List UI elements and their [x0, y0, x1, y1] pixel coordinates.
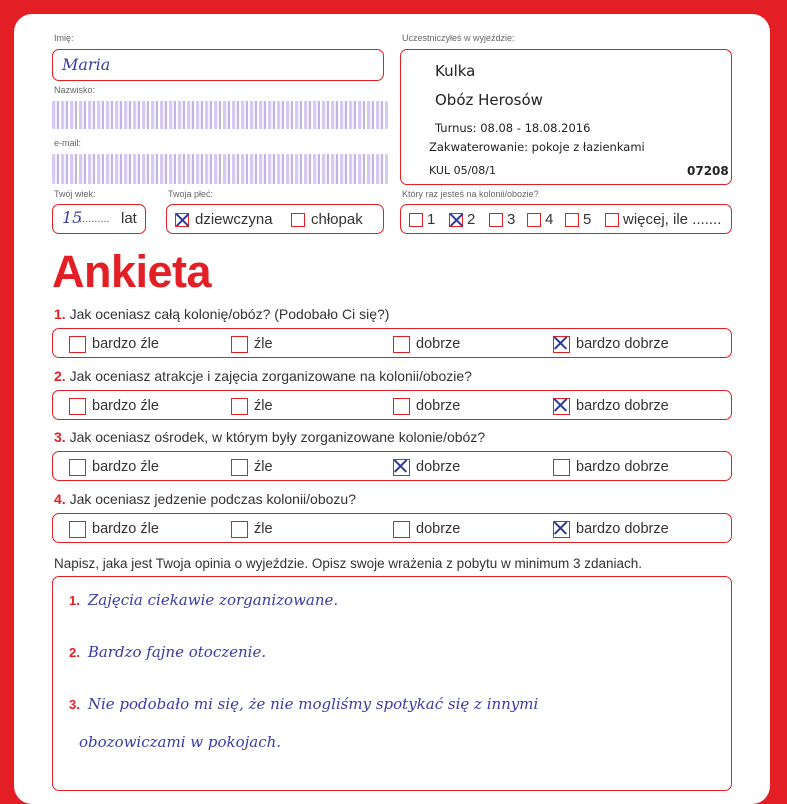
question-number: 4.: [54, 491, 66, 507]
answer-checkbox[interactable]: [231, 459, 248, 476]
answer-checkbox[interactable]: [393, 521, 410, 538]
wiek-field[interactable]: [52, 204, 146, 234]
ktory-raz-option-4[interactable]: [527, 211, 553, 228]
checkbox-ktory-raz-1[interactable]: [409, 213, 423, 227]
answer-option[interactable]: [553, 391, 669, 421]
survey-sheet: [14, 14, 770, 804]
answer-option[interactable]: [231, 514, 273, 544]
ktory-raz-option-label: 2: [467, 211, 476, 228]
question-text: Jak oceniasz ośrodek, w którym były zorganizowane kolonie/obóz?: [69, 429, 486, 445]
opinion-text-3: Nie podobało mi się, że nie mogliśmy spotykać się z innymi: [87, 695, 539, 713]
checkbox-ktory-raz-6[interactable]: [605, 213, 619, 227]
answer-label: źle: [254, 398, 273, 414]
checkbox-ktory-raz-3[interactable]: [489, 213, 503, 227]
answer-option[interactable]: [69, 452, 159, 482]
wiek-value: 15: [62, 208, 83, 227]
opinion-line-3: [69, 695, 538, 713]
wiek-dots: ..........: [79, 213, 110, 225]
plec-field: [166, 204, 384, 234]
answer-option[interactable]: [393, 391, 460, 421]
checkbox-dziewczyna[interactable]: [175, 213, 189, 227]
answer-checkbox[interactable]: [69, 459, 86, 476]
answer-label: bardzo dobrze: [576, 459, 669, 475]
opinion-text-2: Bardzo fajne otoczenie.: [87, 643, 267, 661]
checkbox-ktory-raz-2[interactable]: [449, 213, 463, 227]
question-3: [54, 429, 485, 445]
plec-chlopak-label: chłopak: [311, 211, 363, 228]
question-3-answers: [52, 451, 732, 481]
answer-label: bardzo źle: [92, 521, 159, 537]
opinion-line-2: [69, 643, 266, 661]
answer-option[interactable]: [231, 452, 273, 482]
nazwisko-label: Nazwisko:: [54, 85, 96, 95]
uczestnik-label: Uczestniczyłeś w wyjeździe:: [402, 33, 515, 43]
trip-code: KUL 05/08/1: [429, 164, 496, 177]
opinion-text-1: Zajęcia ciekawie zorganizowane.: [87, 591, 339, 609]
answer-label: bardzo dobrze: [576, 521, 669, 537]
answer-checkbox[interactable]: [69, 398, 86, 415]
question-4-answers: [52, 513, 732, 543]
opinion-prompt: Napisz, jaka jest Twoja opinia o wyjeździe. Opisz swoje wrażenia z pobytu w minimum 3 zdaniach.: [54, 556, 643, 571]
email-redacted: [52, 154, 388, 184]
answer-checkbox[interactable]: [393, 398, 410, 415]
survey-title: Ankieta: [52, 246, 212, 297]
question-2: [54, 368, 472, 384]
ktory-raz-option-3[interactable]: [489, 211, 515, 228]
email-label: e-mail:: [54, 138, 82, 148]
answer-label: źle: [254, 521, 273, 537]
trip-info-box: [400, 49, 732, 185]
question-text: Jak oceniasz całą kolonię/obóz? (Podobało Ci się?): [69, 306, 390, 322]
answer-label: bardzo źle: [92, 336, 159, 352]
ktory-raz-label: Który raz jesteś na kolonii/obozie?: [402, 189, 539, 199]
answer-checkbox[interactable]: [553, 398, 570, 415]
answer-option[interactable]: [553, 514, 669, 544]
ktory-raz-option-2[interactable]: [449, 211, 475, 228]
answer-checkbox[interactable]: [393, 459, 410, 476]
opinion-num-2: 2.: [69, 645, 80, 660]
answer-label: bardzo dobrze: [576, 336, 669, 352]
opinion-box[interactable]: [52, 576, 732, 791]
answer-checkbox[interactable]: [69, 521, 86, 538]
answer-option[interactable]: [69, 329, 159, 359]
opinion-line-4: obozowiczami w pokojach.: [79, 733, 282, 751]
ktory-raz-option-label: 1: [427, 211, 436, 228]
answer-label: bardzo dobrze: [576, 398, 669, 414]
answer-checkbox[interactable]: [231, 398, 248, 415]
imie-label: Imię:: [54, 33, 74, 43]
answer-checkbox[interactable]: [553, 459, 570, 476]
ktory-raz-option-6[interactable]: [605, 211, 721, 228]
checkbox-ktory-raz-4[interactable]: [527, 213, 541, 227]
question-1: [54, 306, 389, 322]
answer-option[interactable]: [393, 329, 460, 359]
answer-label: dobrze: [416, 521, 461, 537]
answer-checkbox[interactable]: [231, 521, 248, 538]
answer-option[interactable]: [393, 514, 460, 544]
plec-dziewczyna[interactable]: [175, 211, 273, 228]
answer-label: dobrze: [416, 398, 461, 414]
answer-option[interactable]: [231, 391, 273, 421]
question-number: 2.: [54, 368, 66, 384]
ktory-raz-option-label: 3: [507, 211, 516, 228]
trip-camp: Obóz Herosów: [435, 91, 543, 109]
answer-checkbox[interactable]: [231, 336, 248, 353]
trip-name: Kulka: [435, 62, 476, 80]
opinion-num-3: 3.: [69, 697, 80, 712]
checkbox-ktory-raz-5[interactable]: [565, 213, 579, 227]
answer-checkbox[interactable]: [69, 336, 86, 353]
question-4: [54, 491, 356, 507]
ktory-raz-field: [400, 204, 732, 234]
imie-value: Maria: [62, 55, 111, 74]
ktory-raz-option-1[interactable]: [409, 211, 435, 228]
imie-field[interactable]: [52, 49, 384, 81]
answer-label: źle: [254, 459, 273, 475]
answer-label: dobrze: [416, 336, 461, 352]
answer-label: bardzo źle: [92, 459, 159, 475]
plec-chlopak[interactable]: [291, 211, 363, 228]
trip-zakwaterowanie: Zakwaterowanie: pokoje z łazienkami: [429, 140, 645, 154]
ktory-raz-option-5[interactable]: [565, 211, 591, 228]
opinion-line-1: [69, 591, 338, 609]
wiek-unit: lat: [121, 210, 137, 227]
answer-option[interactable]: [393, 452, 460, 482]
answer-checkbox[interactable]: [553, 336, 570, 353]
question-number: 3.: [54, 429, 66, 445]
answer-label: źle: [254, 336, 273, 352]
ktory-raz-option-label: 4: [545, 211, 554, 228]
answer-checkbox[interactable]: [393, 336, 410, 353]
opinion-num-1: 1.: [69, 593, 80, 608]
question-2-answers: [52, 390, 732, 420]
plec-label: Twoja płeć:: [168, 189, 214, 199]
nazwisko-redacted: [52, 101, 388, 129]
trip-turnus: Turnus: 08.08 - 18.08.2016: [435, 121, 591, 135]
question-number: 1.: [54, 306, 66, 322]
answer-label: bardzo źle: [92, 398, 159, 414]
answer-option[interactable]: [231, 329, 273, 359]
plec-dziewczyna-label: dziewczyna: [195, 211, 273, 228]
answer-option[interactable]: [69, 514, 159, 544]
answer-option[interactable]: [553, 452, 669, 482]
checkbox-chlopak[interactable]: [291, 213, 305, 227]
ktory-raz-option-label: 5: [583, 211, 592, 228]
question-1-answers: [52, 328, 732, 358]
ktory-raz-option-label: więcej, ile .......: [623, 211, 722, 228]
answer-option[interactable]: [553, 329, 669, 359]
wiek-label: Twój wiek:: [54, 189, 96, 199]
answer-checkbox[interactable]: [553, 521, 570, 538]
question-text: Jak oceniasz atrakcje i zajęcia zorganizowane na kolonii/obozie?: [69, 368, 472, 384]
answer-option[interactable]: [69, 391, 159, 421]
answer-label: dobrze: [416, 459, 461, 475]
question-text: Jak oceniasz jedzenie podczas kolonii/obozu?: [69, 491, 356, 507]
trip-number: 07208: [687, 164, 729, 178]
